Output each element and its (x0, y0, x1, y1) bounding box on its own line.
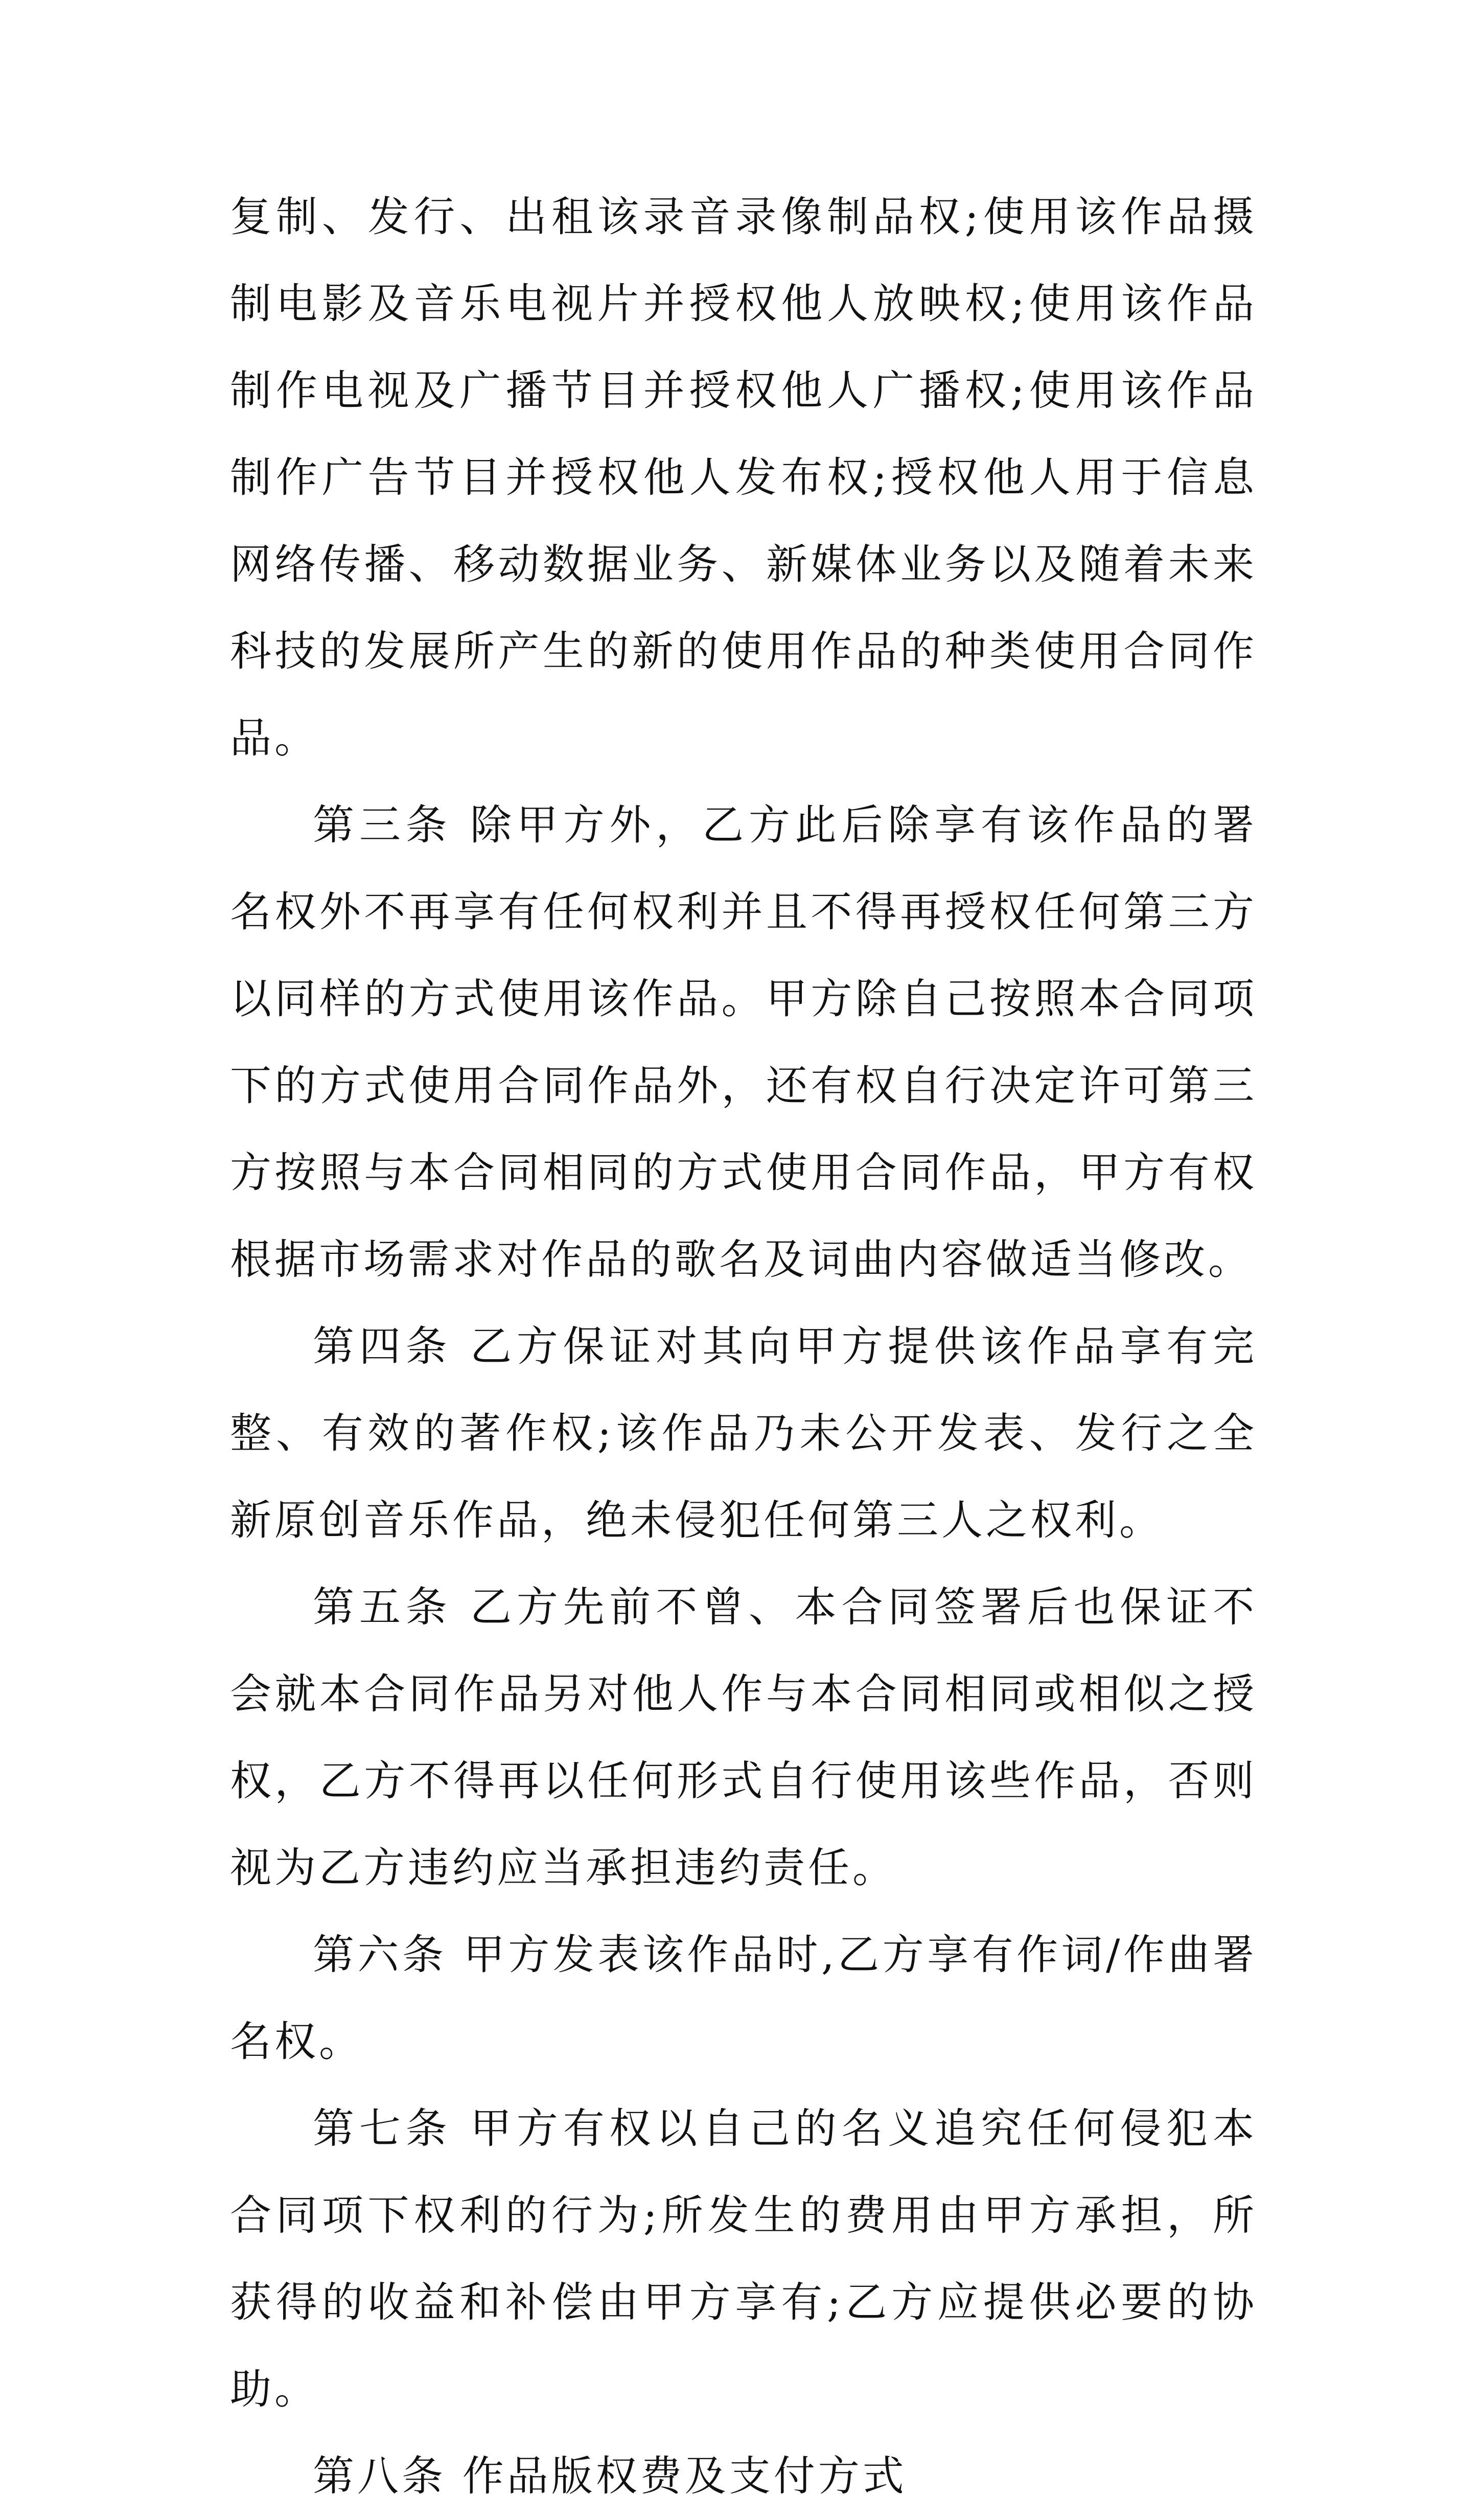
paragraph-article-8-heading: 第八条 作品版权费及支付方式 (313, 2453, 907, 2501)
paragraph-article-3: 第三条 除甲方外，乙方此后除享有该作品的署名权外不再享有任何权利并且不得再授权任何第三方以同样的方式使用该作品。甲方除自己按照本合同项下的方式使用合同作品外，还有权自行决定许可第三方按照与本合同相同的方式使用合同作品，甲方有权根据市场需求对作品的歌名及词曲内容做适当修改。 (230, 801, 1257, 1284)
paragraph-article-4: 第四条 乙方保证对其向甲方提供该作品享有完整、有效的著作权;该作品乃未公开发表、发行之全新原创音乐作品，绝未侵犯任何第三人之权利。 (230, 1323, 1257, 1545)
paragraph-article-5: 第五条 乙方先前不曾、本合同签署后也保证不会就本合同作品另对他人作与本合同相同或相似之授权，乙方不得再以任何形式自行使用该些作品，否则视为乙方违约应当承担违约责任。 (230, 1584, 1257, 1892)
document-body (230, 174, 1257, 2520)
paragraph-article-6: 第六条 甲方发表该作品时,乙方享有作词/作曲署名权。 (230, 1931, 1257, 2066)
paragraph-rights-list: 复制、发行、出租该录音录像制品权;使用该作品摄制电影及音乐电视片并授权他人放映权;使用该作品制作电视及广播节目并授权他人广播权;使用该作品制作广告节目并授权他人发布权;授权他人用于信息网络传播、移动数据业务、新媒体业务以及随着未来科技的发展所产生的新的使用作品的种类使用合同作品。 (230, 193, 1257, 763)
paragraph-article-7: 第七条 甲方有权以自己的名义追究任何侵犯本合同项下权利的行为;所发生的费用由甲方承担，所获得的收益和补偿由甲方享有;乙方应提供必要的协助。 (230, 2105, 1257, 2414)
